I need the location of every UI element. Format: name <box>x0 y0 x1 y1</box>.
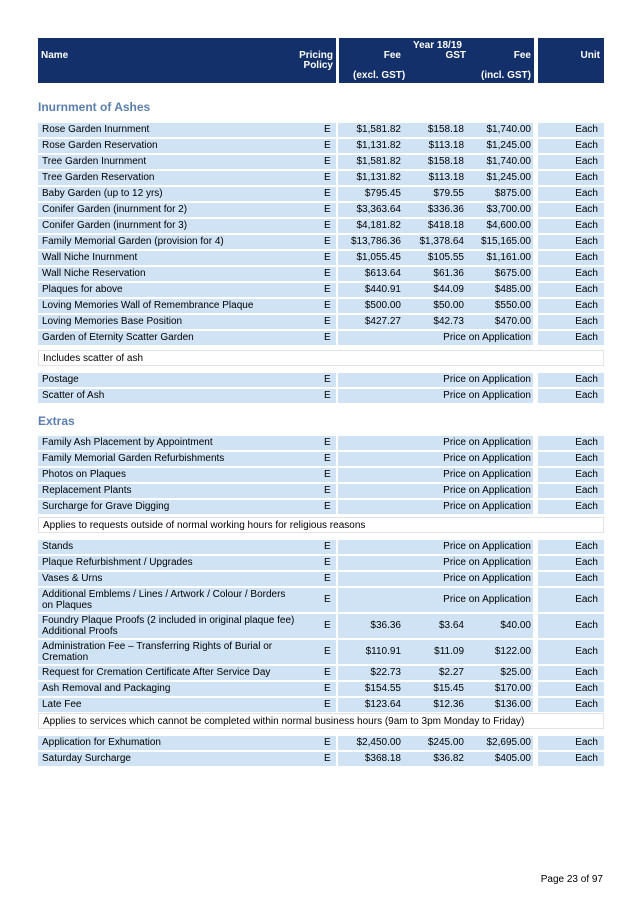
column-gap <box>533 572 538 586</box>
column-gap <box>533 283 538 297</box>
table-row <box>38 267 604 281</box>
row-pricing-policy: E <box>324 140 331 151</box>
row-fee-incl-gst: $170.00 <box>494 683 531 694</box>
row-gst: $36.82 <box>433 753 464 764</box>
table-row <box>38 588 604 612</box>
row-fee-incl-gst: $1,161.00 <box>486 252 531 263</box>
row-bg-left <box>38 540 336 554</box>
row-unit: Each <box>575 753 598 764</box>
row-gst: $44.09 <box>433 284 464 295</box>
header-excl-gst: (excl. GST) <box>353 70 406 81</box>
row-name: Baby Garden (up to 12 yrs) <box>42 188 163 199</box>
row-fee-incl-gst: $122.00 <box>494 646 531 657</box>
column-gap <box>533 752 538 766</box>
row-gst: $11.09 <box>434 646 464 657</box>
row-name: Family Memorial Garden (provision for 4) <box>42 236 224 247</box>
row-price-on-application: Price on Application <box>443 437 531 448</box>
row-price-on-application: Price on Application <box>443 541 531 552</box>
section-title-extras: Extras <box>38 414 75 428</box>
header-incl-gst: (incl. GST) <box>481 70 531 81</box>
page-number: Page 23 of 97 <box>540 874 603 885</box>
row-unit: Each <box>575 594 598 605</box>
row-unit: Each <box>575 390 598 401</box>
row-pricing-policy: E <box>324 188 331 199</box>
row-name: Saturday Surcharge <box>42 753 131 764</box>
column-gap <box>533 614 538 638</box>
row-pricing-policy: E <box>324 172 331 183</box>
row-name: Wall Niche Inurnment <box>42 252 138 263</box>
column-gap <box>533 219 538 233</box>
row-unit: Each <box>575 140 598 151</box>
row-name-wrap <box>42 615 294 637</box>
table-header-unit <box>538 38 604 83</box>
row-fee-excl-gst: $613.64 <box>364 268 401 279</box>
row-fee-incl-gst: $136.00 <box>494 699 531 710</box>
row-unit: Each <box>575 188 598 199</box>
row-fee-excl-gst: $3,363.64 <box>356 204 401 215</box>
row-unit: Each <box>575 620 598 631</box>
row-pricing-policy: E <box>324 300 331 311</box>
column-gap <box>533 155 538 169</box>
column-gap <box>533 436 538 450</box>
row-name: Garden of Eternity Scatter Garden <box>42 332 194 343</box>
row-name: Request for Cremation Certificate After Service Day <box>42 667 271 678</box>
column-gap <box>533 468 538 482</box>
row-name: Tree Garden Inurnment <box>42 156 147 167</box>
row-unit: Each <box>575 156 598 167</box>
row-name: Application for Exhumation <box>42 737 161 748</box>
row-unit: Each <box>575 646 598 657</box>
table-header-fees <box>339 38 534 83</box>
row-name: Loving Memories Wall of Remembrance Plaque <box>42 300 254 311</box>
row-name: Scatter of Ash <box>42 390 105 401</box>
row-unit: Each <box>575 374 598 385</box>
column-gap <box>533 540 538 554</box>
row-gst: $245.00 <box>427 737 464 748</box>
row-unit: Each <box>575 124 598 135</box>
row-fee-excl-gst: $110.91 <box>365 646 401 657</box>
row-unit: Each <box>575 316 598 327</box>
row-fee-excl-gst: $795.45 <box>364 188 401 199</box>
row-name: Late Fee <box>42 699 82 710</box>
row-price-on-application: Price on Application <box>443 594 531 605</box>
row-name: Wall Niche Reservation <box>42 268 146 279</box>
row-fee-excl-gst: $154.55 <box>364 683 401 694</box>
table-row <box>38 682 604 696</box>
row-fee-excl-gst: $1,581.82 <box>356 156 401 167</box>
row-unit: Each <box>575 204 598 215</box>
table-row <box>38 640 604 664</box>
row-fee-incl-gst: $2,695.00 <box>486 737 531 748</box>
row-pricing-policy: E <box>324 620 331 631</box>
column-gap <box>533 123 538 137</box>
table-row <box>38 251 604 265</box>
row-gst: $12.36 <box>433 699 464 710</box>
row-gst: $105.55 <box>427 252 464 263</box>
row-gst: $3.64 <box>438 620 464 631</box>
row-fee-excl-gst: $4,181.82 <box>356 220 401 231</box>
table-row <box>38 187 604 201</box>
row-gst: $79.55 <box>433 188 464 199</box>
row-pricing-policy: E <box>324 236 331 247</box>
column-gap <box>533 666 538 680</box>
header-year: Year 18/19 <box>413 40 462 51</box>
row-pricing-policy: E <box>324 683 331 694</box>
row-fee-incl-gst: $470.00 <box>494 316 531 327</box>
row-name: Conifer Garden (inurnment for 3) <box>42 220 188 231</box>
row-unit: Each <box>575 737 598 748</box>
row-gst: $42.73 <box>433 316 464 327</box>
column-gap <box>533 315 538 329</box>
column-gap <box>533 187 538 201</box>
row-name: Administration Fee – Transferring Rights of Burial or <box>42 641 273 652</box>
row-price-on-application: Price on Application <box>443 332 531 343</box>
row-pricing-policy: E <box>324 541 331 552</box>
row-gst: $418.18 <box>427 220 464 231</box>
row-fee-excl-gst: $427.27 <box>364 316 401 327</box>
column-gap <box>533 588 538 612</box>
row-name-line2: Cremation <box>42 652 89 663</box>
row-pricing-policy: E <box>324 390 331 401</box>
table-row <box>38 500 604 514</box>
row-name: Family Memorial Garden Refurbishments <box>42 453 225 464</box>
row-name: Vases & Urns <box>42 573 103 584</box>
row-gst: $1,378.64 <box>419 236 464 247</box>
row-gst: $158.18 <box>427 156 464 167</box>
row-pricing-policy: E <box>324 284 331 295</box>
row-name-line2: on Plaques <box>42 600 93 611</box>
row-name: Tree Garden Reservation <box>42 172 155 183</box>
row-pricing-policy: E <box>324 268 331 279</box>
column-gap <box>533 331 538 345</box>
row-name: Rose Garden Inurnment <box>42 124 150 135</box>
note-religious-text: Applies to requests outside of normal working hours for religious reasons <box>43 520 366 531</box>
table-row <box>38 389 604 403</box>
row-fee-incl-gst: $4,600.00 <box>486 220 531 231</box>
row-pricing-policy: E <box>324 737 331 748</box>
column-gap <box>533 267 538 281</box>
row-unit: Each <box>575 683 598 694</box>
table-row <box>38 468 604 482</box>
row-fee-incl-gst: $875.00 <box>494 188 531 199</box>
row-unit: Each <box>575 252 598 263</box>
row-price-on-application: Price on Application <box>443 390 531 401</box>
table-row <box>38 139 604 153</box>
row-pricing-policy: E <box>324 557 331 568</box>
row-pricing-policy: E <box>324 469 331 480</box>
table-row <box>38 171 604 185</box>
row-pricing-policy: E <box>324 594 331 605</box>
note-scatter-text: Includes scatter of ash <box>43 353 144 364</box>
row-fee-incl-gst: $1,740.00 <box>486 124 531 135</box>
row-gst: $113.18 <box>428 172 464 183</box>
column-gap <box>533 139 538 153</box>
row-name: Conifer Garden (inurnment for 2) <box>42 204 188 215</box>
table-row <box>38 540 604 554</box>
row-price-on-application: Price on Application <box>443 501 531 512</box>
row-name: Loving Memories Base Position <box>42 316 183 327</box>
note-business <box>38 713 604 729</box>
row-gst: $158.18 <box>427 124 464 135</box>
row-fee-incl-gst: $550.00 <box>494 300 531 311</box>
table-row <box>38 373 604 387</box>
row-gst: $2.27 <box>438 667 464 678</box>
table-row <box>38 698 604 712</box>
row-gst: $50.00 <box>433 300 464 311</box>
note-business-text: Applies to services which cannot be completed within normal business hours (9am to 3pm Monday to Friday) <box>43 716 525 727</box>
row-pricing-policy: E <box>324 316 331 327</box>
row-fee-incl-gst: $1,245.00 <box>486 140 531 151</box>
column-gap <box>533 682 538 696</box>
row-fee-excl-gst: $36.36 <box>370 620 401 631</box>
table-row <box>38 331 604 345</box>
row-bg-left <box>38 373 336 387</box>
note-scatter <box>38 350 604 366</box>
header-name: Name <box>41 50 69 61</box>
column-gap <box>533 299 538 313</box>
row-pricing-policy: E <box>324 124 331 135</box>
row-pricing-policy: E <box>324 453 331 464</box>
row-gst: $113.18 <box>428 140 464 151</box>
column-gap <box>533 640 538 664</box>
row-name-line2: Additional Proofs <box>42 626 118 637</box>
table-row <box>38 436 604 450</box>
row-unit: Each <box>575 300 598 311</box>
row-name: Stands <box>42 541 74 552</box>
row-unit: Each <box>575 501 598 512</box>
row-bg-left <box>38 698 336 712</box>
row-name: Rose Garden Reservation <box>42 140 158 151</box>
row-fee-incl-gst: $675.00 <box>494 268 531 279</box>
table-row <box>38 736 604 750</box>
row-fee-excl-gst: $368.18 <box>364 753 401 764</box>
row-unit: Each <box>575 220 598 231</box>
row-name: Postage <box>42 374 79 385</box>
row-fee-excl-gst: $1,055.45 <box>356 252 401 263</box>
row-fee-incl-gst: $1,245.00 <box>486 172 531 183</box>
table-row <box>38 452 604 466</box>
row-unit: Each <box>575 172 598 183</box>
row-price-on-application: Price on Application <box>443 374 531 385</box>
row-fee-excl-gst: $1,131.82 <box>356 140 401 151</box>
row-pricing-policy: E <box>324 374 331 385</box>
table-row <box>38 123 604 137</box>
header-gst: GST <box>445 50 466 61</box>
header-fee-incl: Fee <box>513 50 531 61</box>
row-pricing-policy: E <box>324 485 331 496</box>
row-name: Surcharge for Grave Digging <box>42 501 170 512</box>
table-row <box>38 614 604 638</box>
table-row <box>38 203 604 217</box>
row-name-wrap <box>42 641 272 663</box>
row-gst: $61.36 <box>433 268 464 279</box>
column-gap <box>533 736 538 750</box>
row-unit: Each <box>575 699 598 710</box>
table-row <box>38 752 604 766</box>
row-fee-incl-gst: $25.00 <box>500 667 531 678</box>
row-price-on-application: Price on Application <box>443 469 531 480</box>
row-unit: Each <box>575 557 598 568</box>
table-row <box>38 299 604 313</box>
table-row <box>38 155 604 169</box>
column-gap <box>533 373 538 387</box>
row-pricing-policy: E <box>324 667 331 678</box>
column-gap <box>533 389 538 403</box>
row-gst: $336.36 <box>427 204 464 215</box>
table-row <box>38 572 604 586</box>
table-row <box>38 235 604 249</box>
column-gap <box>533 171 538 185</box>
column-gap <box>533 500 538 514</box>
row-fee-incl-gst: $40.00 <box>500 620 531 631</box>
row-fee-excl-gst: $123.64 <box>364 699 401 710</box>
row-name: Family Ash Placement by Appointment <box>42 437 213 448</box>
row-price-on-application: Price on Application <box>443 573 531 584</box>
row-fee-excl-gst: $13,786.36 <box>350 236 401 247</box>
row-name: Ash Removal and Packaging <box>42 683 171 694</box>
row-name: Additional Emblems / Lines / Artwork / Colour / Borders <box>42 589 286 600</box>
row-pricing-policy: E <box>324 501 331 512</box>
row-unit: Each <box>575 453 598 464</box>
header-unit: Unit <box>580 50 600 61</box>
column-gap <box>533 251 538 265</box>
row-price-on-application: Price on Application <box>443 557 531 568</box>
row-fee-incl-gst: $15,165.00 <box>480 236 531 247</box>
row-price-on-application: Price on Application <box>443 485 531 496</box>
row-pricing-policy: E <box>324 332 331 343</box>
row-unit: Each <box>575 541 598 552</box>
row-gst: $15.45 <box>433 683 464 694</box>
row-fee-excl-gst: $500.00 <box>364 300 401 311</box>
row-unit: Each <box>575 667 598 678</box>
row-unit: Each <box>575 485 598 496</box>
table-row <box>38 556 604 570</box>
row-unit: Each <box>575 268 598 279</box>
table-row <box>38 484 604 498</box>
row-fee-incl-gst: $485.00 <box>494 284 531 295</box>
row-name: Plaque Refurbishment / Upgrades <box>42 557 193 568</box>
table-row <box>38 315 604 329</box>
table-row <box>38 666 604 680</box>
row-pricing-policy: E <box>324 437 331 448</box>
table-row <box>38 283 604 297</box>
row-fee-incl-gst: $3,700.00 <box>486 204 531 215</box>
row-name-wrap <box>42 589 285 611</box>
row-unit: Each <box>575 573 598 584</box>
row-price-on-application: Price on Application <box>443 453 531 464</box>
row-pricing-policy: E <box>324 156 331 167</box>
column-gap <box>533 556 538 570</box>
row-fee-incl-gst: $1,740.00 <box>486 156 531 167</box>
row-pricing-policy: E <box>324 204 331 215</box>
row-fee-excl-gst: $2,450.00 <box>356 737 401 748</box>
note-religious <box>38 517 604 533</box>
row-pricing-policy: E <box>324 699 331 710</box>
row-unit: Each <box>575 332 598 343</box>
header-policy: Policy <box>303 60 333 71</box>
section-title-inurnment: Inurnment of Ashes <box>38 100 151 114</box>
row-name: Foundry Plaque Proofs (2 included in original plaque fee) <box>42 615 295 626</box>
row-pricing-policy: E <box>324 573 331 584</box>
row-pricing-policy: E <box>324 252 331 263</box>
row-name: Replacement Plants <box>42 485 132 496</box>
header-fee: Fee <box>383 50 401 61</box>
row-pricing-policy: E <box>324 646 331 657</box>
column-gap <box>533 235 538 249</box>
row-unit: Each <box>575 469 598 480</box>
row-unit: Each <box>575 284 598 295</box>
row-fee-excl-gst: $22.73 <box>370 667 401 678</box>
column-gap <box>533 484 538 498</box>
row-unit: Each <box>575 437 598 448</box>
row-name: Photos on Plaques <box>42 469 126 480</box>
column-gap <box>533 203 538 217</box>
table-header-name <box>38 38 336 83</box>
header-pricing: Pricing <box>299 50 333 61</box>
table-row <box>38 219 604 233</box>
row-fee-excl-gst: $1,131.82 <box>356 172 401 183</box>
column-gap <box>533 698 538 712</box>
row-pricing-policy: E <box>324 753 331 764</box>
row-name: Plaques for above <box>42 284 123 295</box>
column-gap <box>533 452 538 466</box>
row-fee-excl-gst: $440.91 <box>364 284 401 295</box>
row-fee-incl-gst: $405.00 <box>494 753 531 764</box>
row-fee-excl-gst: $1,581.82 <box>356 124 401 135</box>
row-unit: Each <box>575 236 598 247</box>
row-pricing-policy: E <box>324 220 331 231</box>
